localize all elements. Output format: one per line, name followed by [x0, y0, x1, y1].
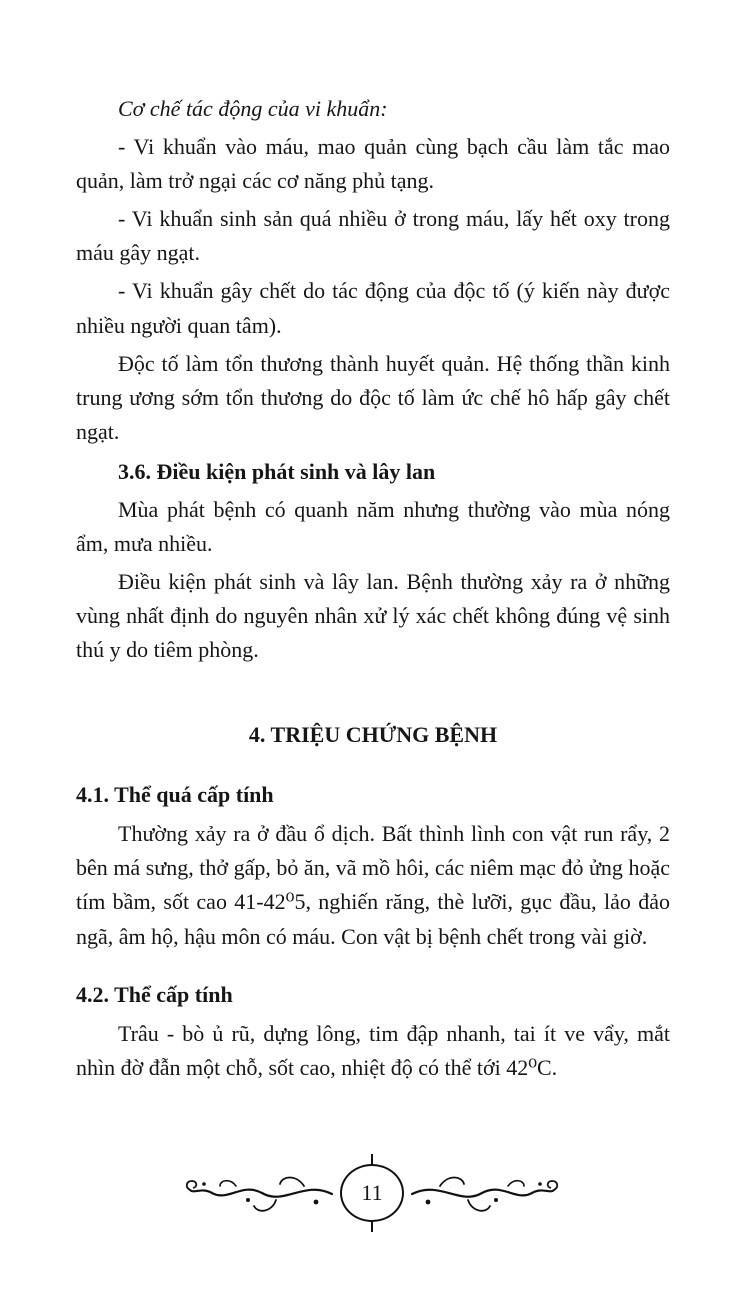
- paragraph-toxin: Độc tố làm tổn thương thành huyết quản. Hệ thống thần kinh trung ương sớm tổn thương do độc tố làm ức chế hô hấp gây chết ngạt.: [76, 350, 670, 444]
- page-number: [340, 1164, 404, 1222]
- paragraph-bullet-2: - Vi khuẩn sinh sản quá nhiều ở trong máu, lấy hết oxy trong máu gây ngạt.: [76, 206, 670, 266]
- ornament-top-tip: [371, 1154, 373, 1164]
- page-number-ornament: [340, 1154, 404, 1232]
- flourish-right-icon: [410, 1166, 560, 1220]
- paragraph-4-2: Trâu - bò ủ rũ, dựng lông, tim đập nhanh, tai ít ve vẩy, mắt nhìn đờ đẫn một chỗ, sốt cao, nhiệt độ có thể tới 42⁰C.: [76, 1020, 670, 1080]
- heading-4-2: 4.2. Thể cấp tính: [76, 981, 233, 1007]
- page-number-text: 11: [361, 1180, 383, 1205]
- section-heading-4: 4. TRIỆU CHỨNG BỆNH: [248, 721, 498, 747]
- page-footer: [0, 1154, 744, 1232]
- paragraph-condition: Điều kiện phát sinh và lây lan. Bệnh thường xảy ra ở những vùng nhất định do nguyên nhân xử lý xác chết không đúng vệ sinh thú y do tiêm phòng.: [76, 569, 670, 663]
- paragraph-bullet-3: - Vi khuẩn gây chết do tác động của độc tố (ý kiến này được nhiều người quan tâm).: [76, 278, 670, 338]
- flourish-left-icon: [184, 1166, 334, 1220]
- heading-3-6: 3.6. Điều kiện phát sinh và lây lan: [118, 458, 436, 484]
- ornament-bottom-tip: [371, 1222, 373, 1232]
- heading-4-1: 4.1. Thể quá cấp tính: [76, 782, 274, 808]
- paragraph-4-1: Thường xảy ra ở đầu ổ dịch. Bất thình lình con vật run rẩy, 2 bên má sưng, thở gấp, bỏ ăn, vã mồ hôi, các niêm mạc đỏ ửng hoặc tím bầm, sốt cao 41-42⁰5, nghiến răng, thè lưỡi, gục đầu, lảo đảo ngã, âm hộ, hậu môn có máu. Con vật bị bệnh chết trong vài giờ.: [76, 821, 670, 949]
- paragraph-lead-italic: Cơ chế tác động của vi khuẩn:: [118, 96, 388, 121]
- paragraph-bullet-1: - Vi khuẩn vào máu, mao quản cùng bạch cầu làm tắc mao quản, làm trở ngại các cơ năng phủ tạng.: [76, 134, 670, 194]
- paragraph-season: Mùa phát bệnh có quanh năm nhưng thường vào mùa nóng ẩm, mưa nhiều.: [76, 497, 670, 557]
